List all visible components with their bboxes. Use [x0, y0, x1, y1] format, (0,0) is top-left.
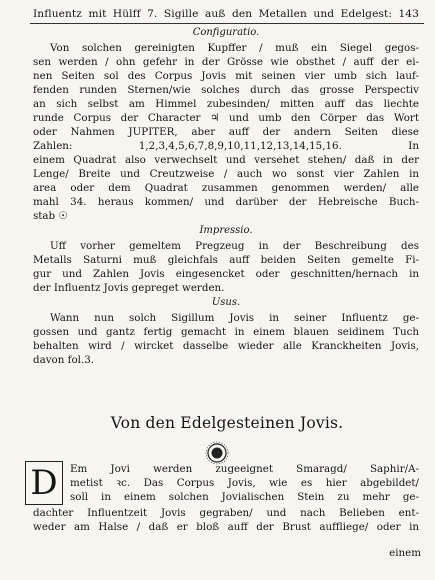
text-line: soll in einem solchen Jovialischen Stein zu mehr ge-: [70, 491, 419, 503]
text-line: Zahlen: 1,2,3,4,5,6,7,8,9,10,11,12,13,14,15,16. In: [33, 140, 419, 152]
text-line: dachter Influentzeit Jovis gegraben/ und nach Belieben ent-: [33, 507, 419, 519]
text-line: weder am Halse / daß er bloß auff der Brust auffliege/ oder in: [33, 521, 419, 533]
section-title-configuratio: Configuratio.: [192, 27, 260, 38]
text-line: gossen und gantz fertig gemacht in einem blauen seidinem Tuch: [33, 326, 419, 338]
text-line: Wann nun solch Sigillum Jovis in seiner Influentz ge-: [50, 312, 419, 324]
text-line: nen Seiten sol des Corpus Jovis mit seinen vier umb sich lauf-: [33, 70, 419, 82]
text-line: stab ☉: [33, 210, 68, 222]
text-line: an sich selbst am Himmel zubesinden/ mitten auff das liechte: [33, 98, 419, 110]
text-line: Em Jovi werden zugeeignet Smaragd/ Saphir/A-: [70, 463, 419, 475]
text-line: behalten wird / wircket dasselbe wieder alle Kranckheiten Jovis,: [33, 340, 419, 352]
text-line: metist ꝛc. Das Corpus Jovis, wie es hier abgebildet/: [70, 477, 419, 489]
text-line: runde Corpus der Character ♃ und umb den Cörper das Wort: [33, 112, 419, 124]
text-line: einem Quadrat also verwechselt und versehet stehen/ daß in der: [33, 154, 419, 166]
text-line: Von solchen gereinigten Kupffer / muß ein Siegel gegos-: [50, 42, 419, 54]
text-line: sen werden / ohn gefehr in der Grösse wie obsthet / auff der ei-: [33, 56, 419, 68]
text-line: area oder dem Quadrat zusammen genommen werden/ alle: [33, 182, 419, 194]
text-line: mahl 34. heraus kommen/ und darüber der Hebreische Buch-: [33, 196, 419, 208]
drop-capital: D: [25, 461, 63, 505]
catchword: einem: [389, 547, 421, 559]
text-line: fenden runden Sternen/wie solches durch das grosse Perspectiv: [33, 84, 419, 96]
text-line: Uff vorher gemeltem Pregzeug in der Beschreibung des: [50, 240, 419, 252]
running-header: Influentz mit Hülff 7. Sigille auß den Metallen und Edelgest: 143: [33, 8, 419, 20]
text-line: oder Nahmen JUPITER, aber auff der andern Seiten diese: [33, 126, 419, 138]
text-line: davon fol.3.: [33, 354, 95, 366]
text-line: Metalls Saturni muß gleichfals auff beiden Seiten gemelte Fi-: [33, 254, 419, 266]
header-rule: [30, 23, 424, 24]
text-line: Lenge/ Breite und Creutzweise / auch wo sonst vier Zahlen in: [33, 168, 419, 180]
section-title-impressio: Impressio.: [199, 225, 253, 236]
text-line: gur und Zahlen Jovis eingesencket oder geschnitten/hernach in: [33, 268, 419, 280]
chapter-title: Von den Edelgesteinen Jovis.: [110, 414, 344, 432]
text-line: der Influentz Jovis gepreget werden.: [33, 282, 225, 294]
section-title-usus: Usus.: [211, 297, 241, 308]
